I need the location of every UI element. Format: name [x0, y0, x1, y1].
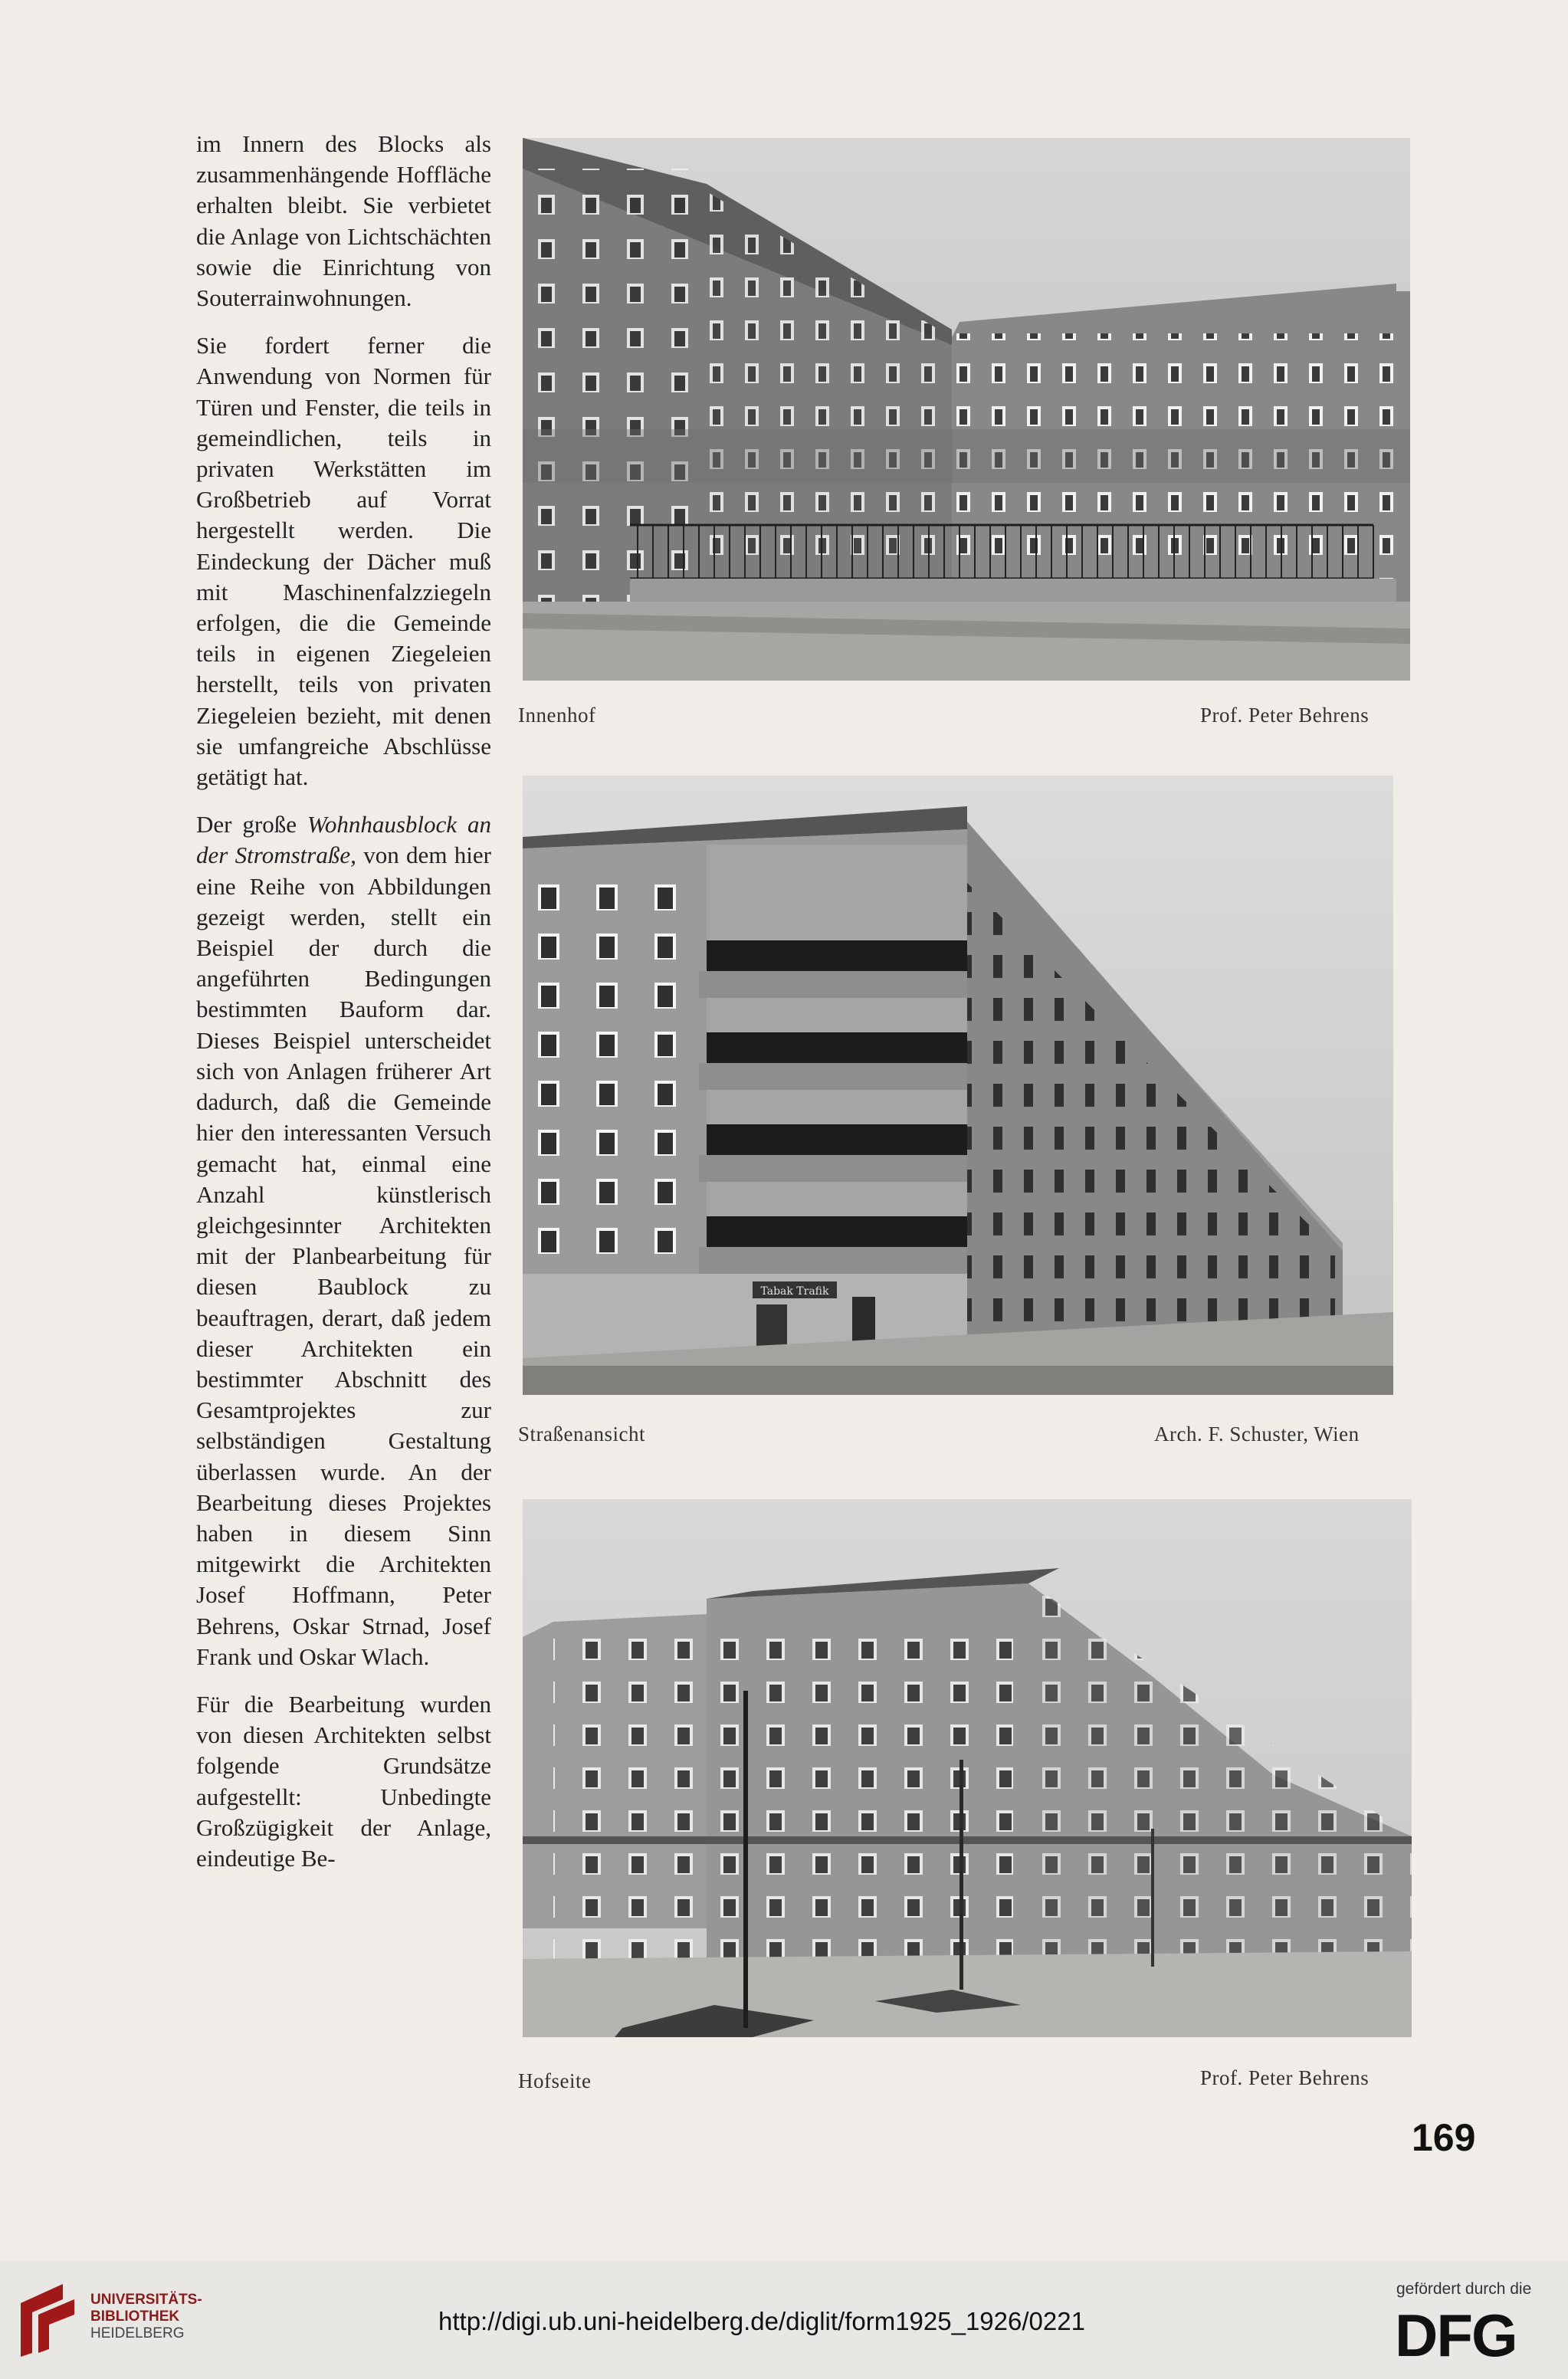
caption-hofseite-right: Prof. Peter Behrens: [1200, 2066, 1370, 2089]
photo-strassenansicht-image: [523, 776, 1393, 1395]
photo-hofseite-image: [523, 1499, 1412, 2037]
paragraph-4: Für die Bearbeitung wurden von diesen Architekten selbst folgende Grundsätze aufgestellt: Unbedingte Großzügigkeit der Anlage, eindeutige Be-: [196, 1690, 491, 1872]
paragraph-1: im Innern des Blocks als zusammenhängende Hoffläche erhalten bleibt. Sie verbietet die Anlage von Lichtschächten sowie die Einrichtung von Souterrainwohnungen.: [196, 130, 491, 312]
university-library-logo-icon[interactable]: [17, 2280, 78, 2361]
funded-by-label: gefördert durch die: [1396, 2280, 1532, 2298]
paragraph-3-start: Der große: [196, 811, 307, 838]
library-name: [90, 2292, 202, 2342]
paragraph-3-rest: von dem hier eine Reihe von Abbildungen gezeigt werden, stellt ein Beispiel der durch die angeführten Bedingungen bestimmten Bauform dar. Dieses Beispiel unterscheidet sich von Anlagen früherer Art dadurch, daß die Gemeinde hier den interessanten Versuch gemacht hat, einmal eine Anzahl künstlerisch gleichgesinnter Architekten mit der Planbearbeitung für diesen Baublock zu beauftragen, derart, daß jedem dieser Architekten ein bestimmter Abschnitt des Gesamtprojektes zur selbständigen Gestaltung überlassen wurde. An der Bearbeitung dieses Projektes haben in diesem Sinn mitgewirkt die Architekten Josef Hoffmann, Peter Behrens, Oskar Strnad, Josef Frank und Oskar Wlach.: [196, 842, 491, 1670]
photo-innenhof: [523, 138, 1410, 681]
paragraph-2: Sie fordert ferner die Anwendung von Normen für Türen und Fenster, die teils in gemeindlichen, teils in privaten Werkstätten im Großbetrieb auf Vorrat hergestellt werden. Die Eindeckung der Dächer muß mit Maschinenfalzziegeln erfolgen, die die Gemeinde teils in eigenen Ziegeleien herstellt, teils von privaten Ziegeleien bezieht, mit denen sie umfangreiche Abschlüsse getätigt hat.: [196, 332, 491, 791]
shop-sign: Tabak Trafik: [760, 1285, 829, 1298]
library-name-line1: UNIVERSITÄTS-: [90, 2292, 202, 2308]
photo-hofseite: [523, 1499, 1412, 2037]
paragraph-3: [196, 809, 491, 1672]
caption-strassenansicht-left: Straßenansicht: [518, 1422, 645, 1445]
permalink-url[interactable]: http://digi.ub.uni-heidelberg.de/diglit/form1925_1926/0221: [438, 2307, 1085, 2335]
dfg-logo[interactable]: DFG: [1395, 2302, 1517, 2369]
photo-innenhof-image: [523, 138, 1410, 681]
paragraph-3-emphasis: Wohnhausblock an der Stromstraße,: [196, 811, 491, 869]
body-text-column: [196, 129, 491, 1891]
page-number: 169: [1412, 2116, 1476, 2159]
caption-innenhof-left: Innenhof: [518, 704, 596, 727]
caption-hofseite-left: Hofseite: [518, 2069, 592, 2092]
library-name-line3: HEIDELBERG: [90, 2325, 185, 2341]
photo-strassenansicht: [523, 776, 1393, 1395]
library-name-line2: BIBLIOTHEK: [90, 2308, 180, 2325]
caption-strassenansicht-right: Arch. F. Schuster, Wien: [1154, 1422, 1360, 1445]
caption-innenhof-right: Prof. Peter Behrens: [1200, 704, 1370, 727]
